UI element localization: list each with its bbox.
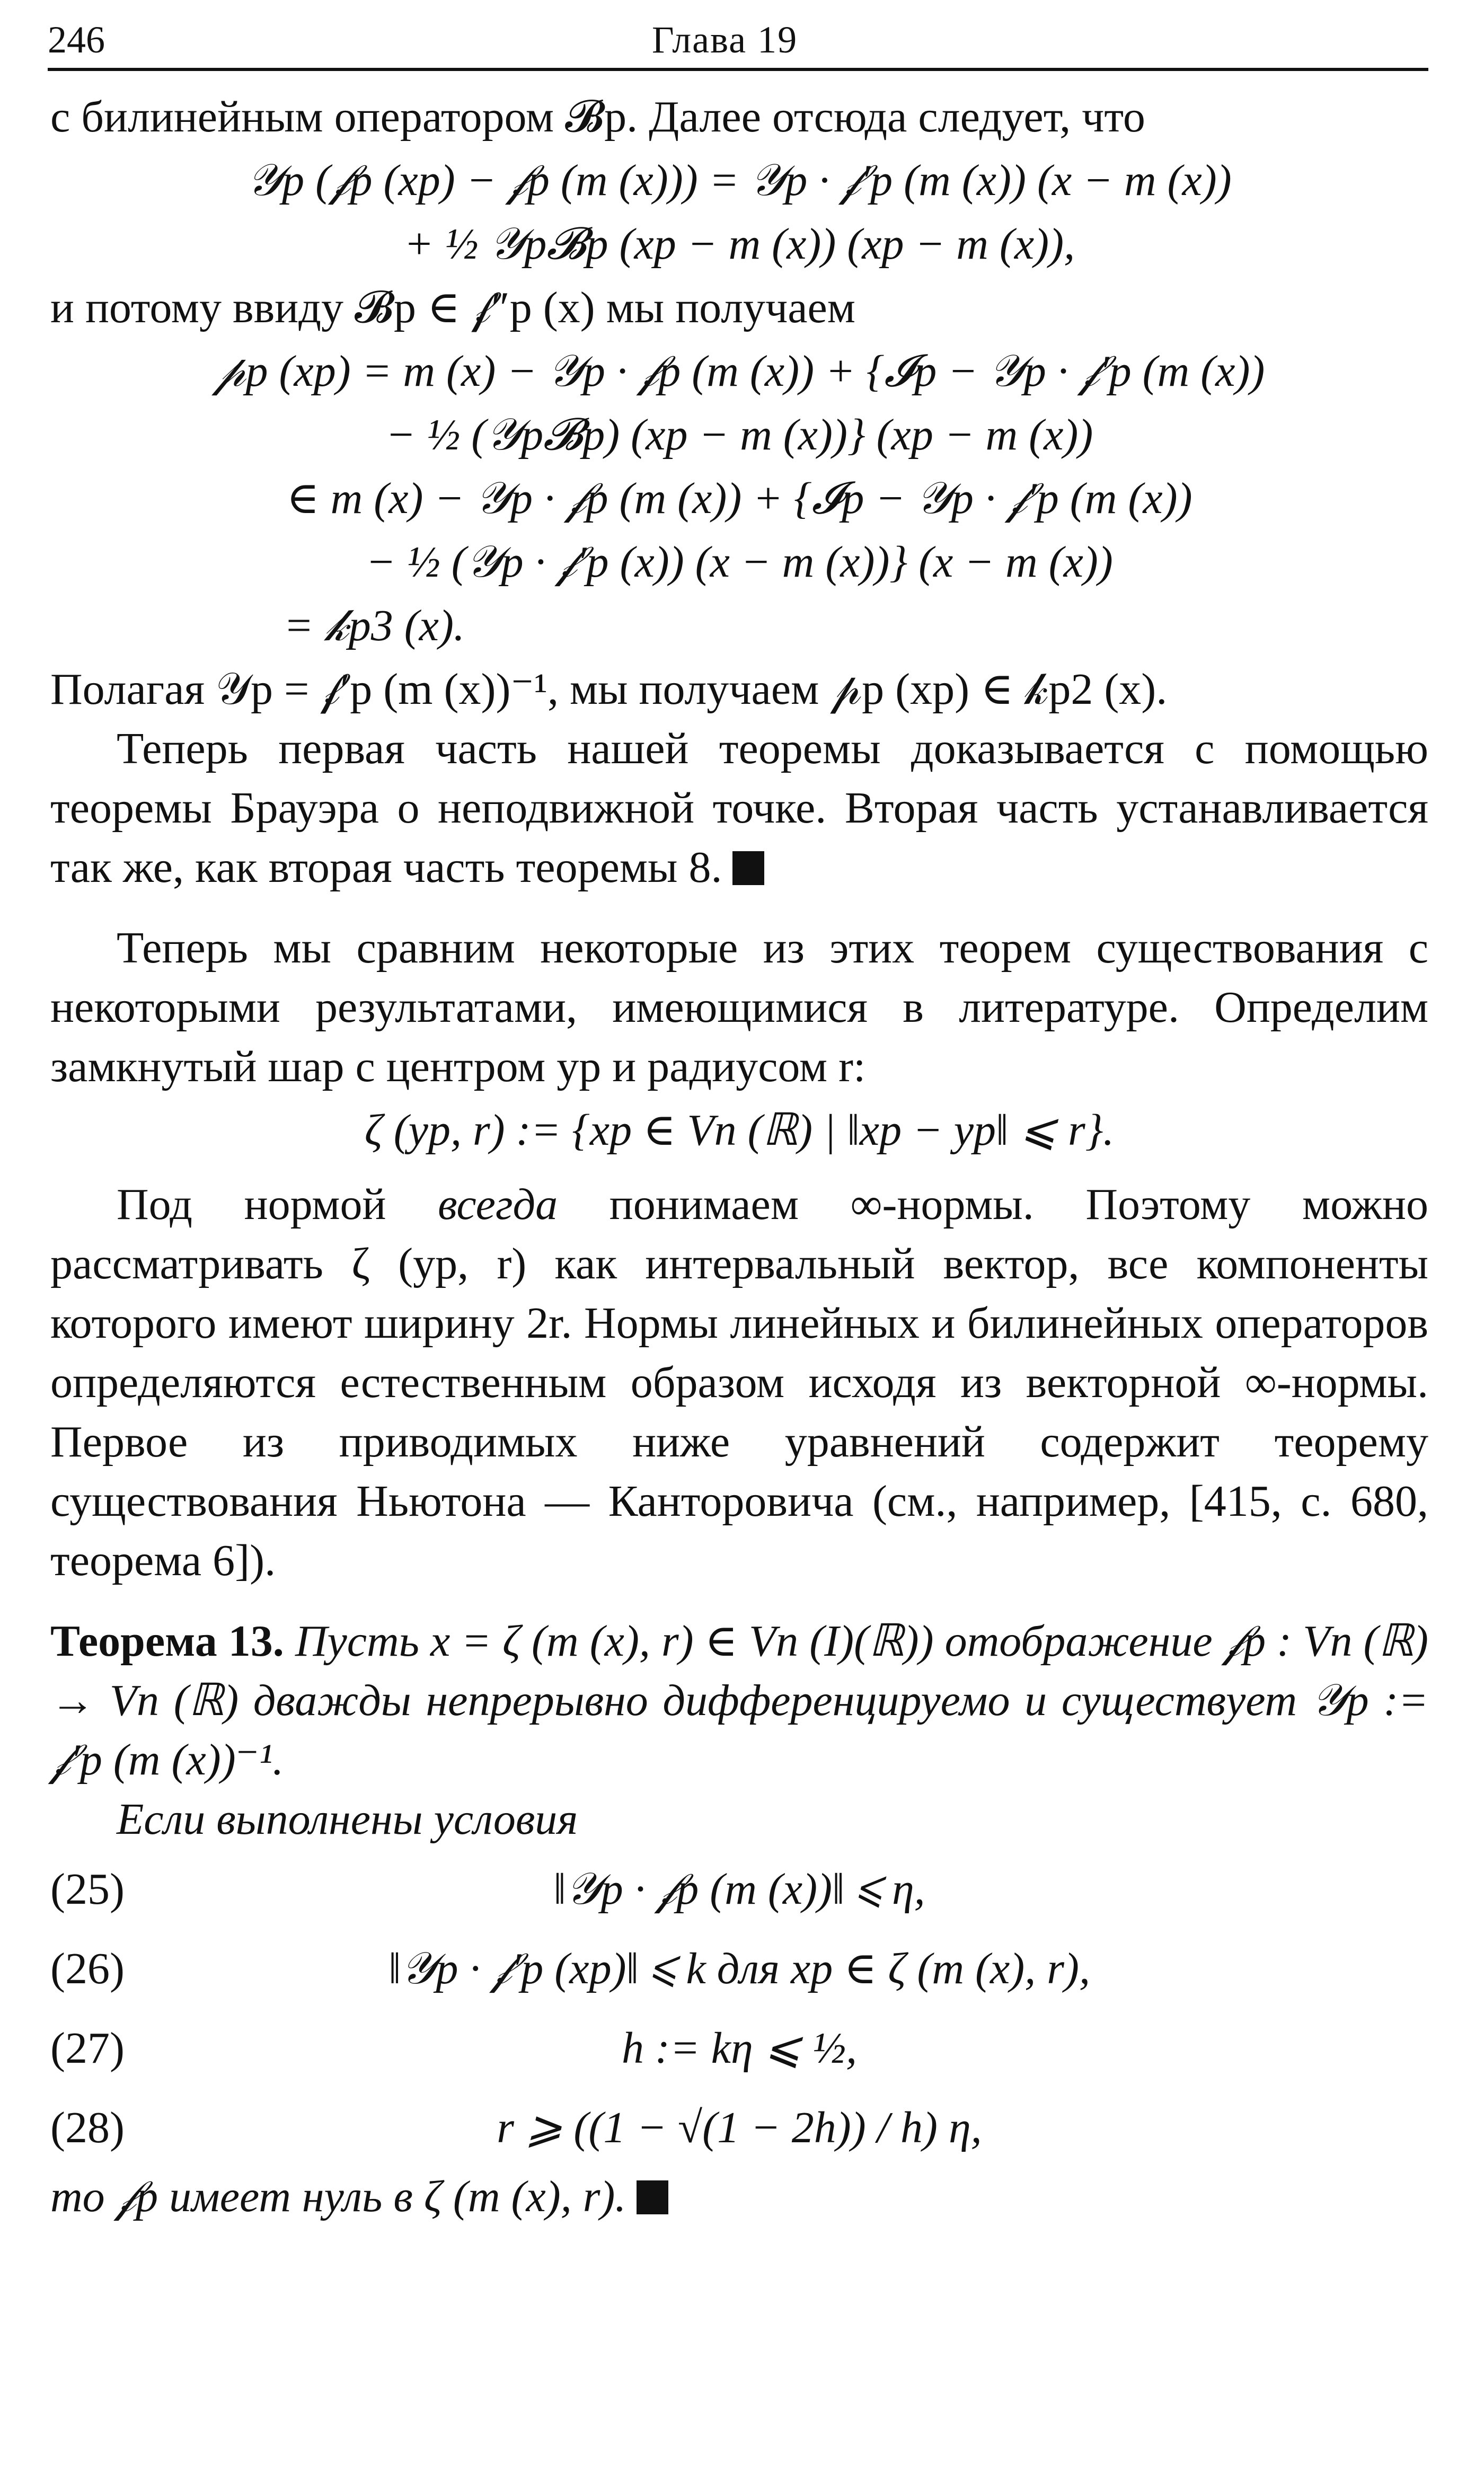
paragraph-3-start: Под нормой (117, 1180, 438, 1229)
paragraph-3-rest: понимаем ∞-нормы. Поэтому можно рассматривать ζ (yp, r) как интервальный вектор, все компоненты которого имеют ширину 2r. Нормы линейных и билинейных операторов определяются естественным образом исходя из векторной ∞-нормы. Первое из приводимых ниже уравнений содержит теорему существования Ньютона — Канторовича (см., например, [415, с. 680, теорема 6]). (50, 1180, 1428, 1585)
condition-expression: r ⩾ ((1 − √(1 − 2h)) / h) η, (497, 2103, 982, 2152)
text-line-1: с билинейным оператором 𝓑p. Далее отсюда следует, что (50, 92, 1145, 142)
equation-ball: ζ (yp, r) := {xp ∈ Vn (ℝ) | ‖xp − yp‖ ⩽ r}. (364, 1106, 1115, 1155)
chapter-title: Глава 19 (652, 19, 798, 61)
page-header (48, 11, 1426, 69)
theorem-label: Теорема 13. (50, 1616, 284, 1666)
condition-26 (50, 1929, 1428, 2008)
page-number: 246 (48, 19, 105, 61)
text-line-2: и потому ввиду 𝓑p ∈ 𝒻″p (x) мы получаем (50, 283, 855, 332)
equation-2e: = 𝓀p3 (x). (284, 601, 465, 650)
equation-2c: ∈ m (x) − 𝒴p · 𝒻p (m (x)) + {𝓘p − 𝒴p · 𝒻′p (m (x)) (286, 474, 1192, 523)
condition-label: (27) (50, 2024, 125, 2073)
condition-27 (50, 2008, 1428, 2088)
paragraph-3 (50, 1175, 1428, 1591)
equation-2b: − ½ (𝒴p𝓑p) (xp − m (x))} (xp − m (x)) (385, 410, 1093, 460)
paragraph-1 (50, 719, 1428, 897)
page-body (50, 87, 1428, 2227)
equation-2d: − ½ (𝒴p · 𝒻′p (x)) (x − m (x))} (x − m (x)) (366, 537, 1113, 587)
header-rule (48, 68, 1428, 71)
paragraph-3-emphasis: всегда (438, 1180, 558, 1229)
end-of-proof-mark (732, 851, 764, 885)
condition-label: (28) (50, 2103, 125, 2152)
conditions-intro: Если выполнены условия (117, 1795, 578, 1844)
text-line-3: Полагая 𝒴p = 𝒻′p (m (x))⁻¹, мы получаем 𝓅p (xp) ∈ 𝓀p2 (x). (50, 665, 1168, 714)
condition-label: (26) (50, 1944, 125, 1993)
condition-label: (25) (50, 1865, 125, 1914)
conclusion-text: то 𝒻p имеет нуль в ζ (m (x), r). (50, 2172, 626, 2221)
paragraph-1-text: Теперь первая часть нашей теоремы доказывается с помощью теоремы Брауэра о неподвижной точке. Вторая часть устанавливается так же, как вторая часть теоремы 8. (50, 724, 1428, 892)
condition-expression: ‖𝒴p · 𝒻′p (xp)‖ ⩽ k для xp ∈ ζ (m (x), r), (388, 1944, 1090, 1993)
condition-28 (50, 2088, 1428, 2167)
condition-25 (50, 1849, 1428, 1929)
theorem-13 (50, 1612, 1428, 1790)
equation-1a: 𝒴p (𝒻p (xp) − 𝒻p (m (x))) = 𝒴p · 𝒻′p (m (x)) (x − m (x)) (247, 156, 1232, 205)
theorem-conclusion (50, 2167, 1428, 2227)
condition-expression: h := kη ⩽ ½, (622, 2024, 857, 2073)
equation-2a: 𝓅p (xp) = m (x) − 𝒴p · 𝒻p (m (x)) + {𝓘p − 𝒴p · 𝒻′p (m (x)) (214, 347, 1265, 396)
theorem-statement: Пусть x = ζ (m (x), r) ∈ Vn (I)(ℝ)) отображение 𝒻p : Vn (ℝ) → Vn (ℝ) дважды непрерывно дифференцируемо и существует 𝒴p := 𝒻′p (m (x))⁻¹. (50, 1616, 1428, 1785)
equation-1b: + ½ 𝒴p𝓑p (xp − m (x)) (xp − m (x)), (403, 219, 1075, 269)
end-of-theorem-mark (637, 2180, 668, 2214)
condition-expression: ‖𝒴p · 𝒻p (m (x))‖ ⩽ η, (553, 1865, 925, 1914)
paragraph-2: Теперь мы сравним некоторые из этих теорем существования с некоторыми результатами, имеющимися в литературе. Определим замкнутый шар с центром yp и радиусом r: (50, 923, 1428, 1091)
